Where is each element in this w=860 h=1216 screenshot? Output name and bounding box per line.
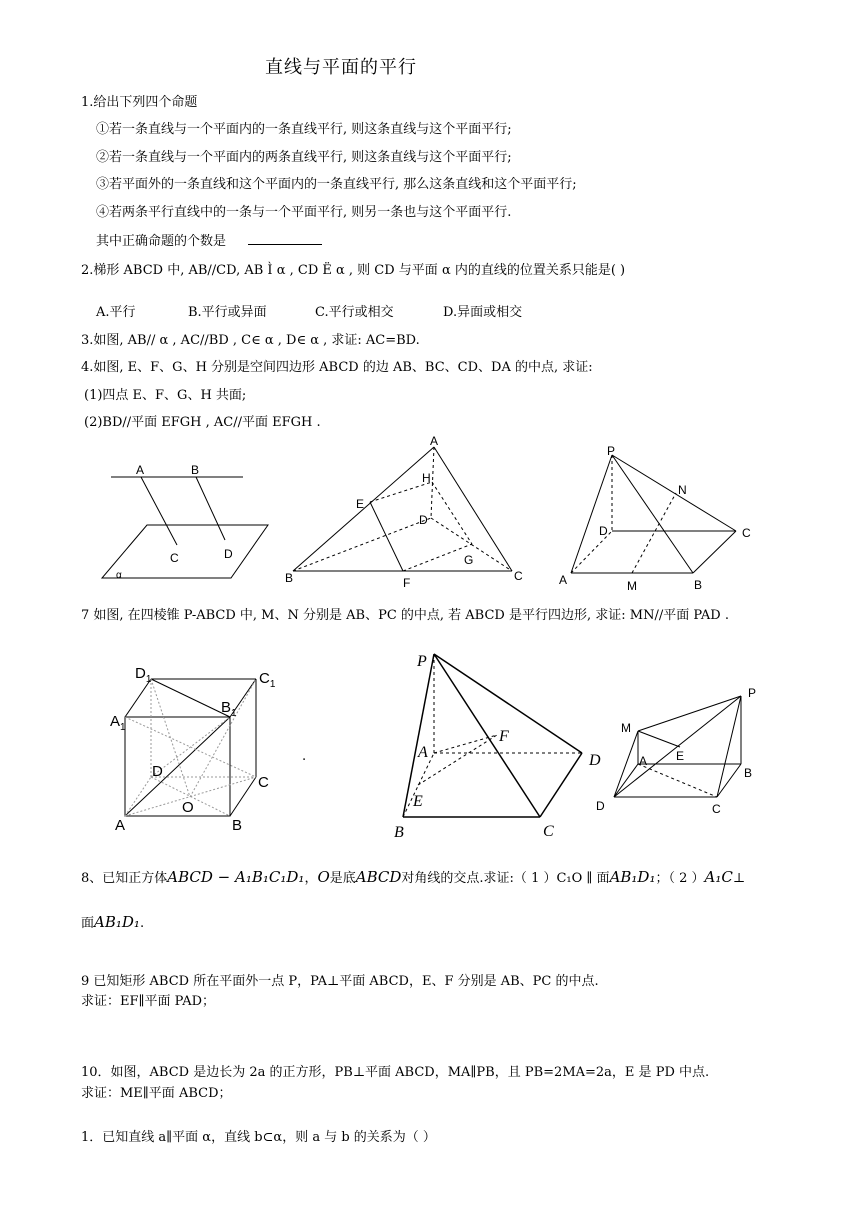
q4-part2: (2)BD//平面 EFGH , AC//平面 EFGH . bbox=[84, 415, 321, 430]
label-F: F bbox=[499, 728, 509, 745]
q3-text: 3.如图, AB// α , AC//BD , C∈ α , D∈ α , 求证: AC=BD. bbox=[81, 333, 420, 348]
label-D: D bbox=[419, 513, 428, 527]
label-D: D bbox=[596, 799, 605, 813]
q1-item-4: ④若两条平行直线中的一条与一个平面平行, 则另一条也与这个平面平行. bbox=[96, 205, 512, 220]
q8-plane2: AB₁D₁ bbox=[94, 913, 140, 931]
q1-ask-text: 其中正确命题的个数是 bbox=[96, 234, 227, 249]
label-F: F bbox=[403, 576, 411, 590]
q1-ask bbox=[96, 232, 322, 250]
q8-line2: A₁C bbox=[704, 868, 733, 886]
label-B: B bbox=[232, 817, 243, 834]
figure-cube bbox=[105, 660, 285, 835]
q1-item-1: ①若一条直线与一个平面内的一条直线平行, 则这条直线与这个平面平行; bbox=[96, 122, 512, 137]
q1-item-2: ②若一条直线与一个平面内的两条直线平行, 则这条直线与这个平面平行; bbox=[96, 150, 512, 165]
q8-line1 bbox=[81, 869, 745, 887]
q8-mid: 是底 bbox=[329, 871, 356, 886]
label-A: A bbox=[559, 573, 568, 587]
label-A1: $A_1$ bbox=[110, 713, 126, 733]
label-M: M bbox=[627, 579, 637, 593]
label-B: B bbox=[744, 766, 753, 780]
page-title: 直线与平面的平行 bbox=[265, 57, 417, 78]
label-A: A bbox=[136, 463, 145, 477]
q8-end: . bbox=[139, 916, 145, 931]
q8-comma: ， bbox=[304, 871, 318, 886]
label-A: A bbox=[115, 817, 126, 834]
q9-line1: 9 已知矩形 ABCD 所在平面外一点 P，PA⊥平面 ABCD，E、F 分别是 AB、PC 的中点. bbox=[81, 974, 599, 989]
label-A: A bbox=[418, 744, 428, 761]
label-M: M bbox=[621, 721, 631, 735]
q2-option-a: A.平行 bbox=[96, 305, 136, 320]
figure-square-pm bbox=[590, 680, 770, 820]
label-B: B bbox=[694, 578, 703, 592]
q11-text: 1．已知直线 a∥平面 α，直线 b⊂α，则 a 与 b 的关系为（ ） bbox=[81, 1130, 436, 1145]
label-P: P bbox=[607, 444, 616, 458]
label-A: A bbox=[639, 754, 648, 768]
q8-perp: ⊥ bbox=[732, 871, 746, 886]
q8-cube: ABCD − A₁B₁C₁D₁ bbox=[167, 868, 305, 886]
label-P: P bbox=[748, 686, 757, 700]
q2-option-b: B.平行或异面 bbox=[188, 305, 267, 320]
label-C: C bbox=[543, 823, 554, 840]
figure-pyramid-mn bbox=[555, 440, 760, 595]
label-C: C bbox=[742, 526, 751, 540]
q10-line2: 求证：ME∥平面 ABCD； bbox=[81, 1086, 232, 1101]
label-D: D bbox=[599, 524, 608, 538]
figure-line-plane bbox=[95, 455, 280, 585]
q2-option-d: D.异面或相交 bbox=[443, 305, 523, 320]
q8-base: ABCD bbox=[355, 868, 402, 886]
label-H: H bbox=[422, 471, 431, 485]
label-E: E bbox=[356, 497, 365, 511]
q8-line2-row bbox=[81, 914, 144, 932]
label-C1: $C_1$ bbox=[259, 670, 276, 690]
figure-spatial-quadrilateral bbox=[280, 432, 535, 592]
label-D: D bbox=[589, 752, 601, 769]
q9-line2: 求证：EF∥平面 PAD； bbox=[81, 994, 216, 1009]
label-B: B bbox=[394, 824, 404, 841]
label-C: C bbox=[712, 802, 721, 816]
label-D: D bbox=[152, 763, 163, 780]
label-G: G bbox=[464, 553, 474, 567]
label-B1: $B_1$ bbox=[221, 699, 237, 719]
label-E: E bbox=[413, 793, 423, 810]
q8-part2: ；（ 2 ） bbox=[655, 871, 705, 886]
label-A: A bbox=[430, 434, 439, 448]
label-C: C bbox=[258, 774, 269, 791]
q2-stem: 2.梯形 ABCD 中, AB//CD, AB Ì α , CD Ë α , 则 CD 与平面 α 内的直线的位置关系只能是( ) bbox=[81, 263, 626, 278]
q8-line3: 面 bbox=[81, 916, 95, 931]
label-C: C bbox=[514, 569, 523, 583]
label-C: C bbox=[170, 551, 179, 565]
q8-rest: 对角线的交点.求证:（ 1 ）C₁O ∥ 面 bbox=[401, 871, 610, 886]
q8-o: O bbox=[317, 868, 330, 886]
answer-blank[interactable] bbox=[248, 232, 322, 245]
label-B: B bbox=[285, 571, 294, 585]
q1-item-3: ③若平面外的一条直线和这个平面内的一条直线平行, 那么这条直线和这个平面平行; bbox=[96, 177, 577, 192]
label-D: D bbox=[224, 547, 233, 561]
label-alpha: α bbox=[116, 570, 122, 581]
q2-option-c: C.平行或相交 bbox=[315, 305, 394, 320]
q4-part1: (1)四点 E、F、G、H 共面; bbox=[84, 388, 247, 403]
q10-line1: 10．如图，ABCD 是边长为 2a 的正方形，PB⊥平面 ABCD，MA∥PB，且 PB=2MA=2a，E 是 PD 中点. bbox=[81, 1065, 710, 1080]
label-P: P bbox=[417, 653, 427, 670]
label-E: E bbox=[676, 749, 685, 763]
q7-text: 7 如图, 在四棱锥 P-ABCD 中, M、N 分别是 AB、PC 的中点, 若 ABCD 是平行四边形, 求证: MN//平面 PAD . bbox=[81, 608, 729, 623]
label-B: B bbox=[191, 463, 200, 477]
q1-stem: 1.给出下列四个命题 bbox=[81, 95, 198, 110]
q8-prefix: 8、已知正方体 bbox=[81, 871, 168, 886]
label-O: O bbox=[182, 799, 194, 816]
stray-dot: . bbox=[302, 749, 307, 764]
q8-plane1: AB₁D₁ bbox=[609, 868, 656, 886]
q4-stem: 4.如图, E、F、G、H 分别是空间四边形 ABCD 的边 AB、BC、CD、DA 的中点, 求证: bbox=[81, 360, 593, 375]
figure-pyramid-ef bbox=[390, 640, 610, 840]
label-N: N bbox=[678, 483, 687, 497]
label-D1: $D_1$ bbox=[135, 665, 152, 685]
